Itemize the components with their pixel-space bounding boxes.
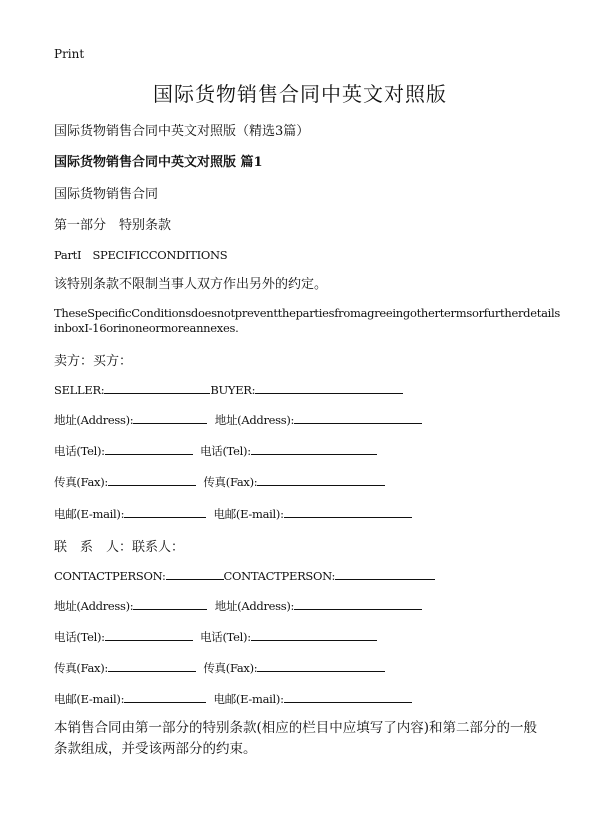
email-label: 电邮(E-mail): (54, 692, 125, 706)
buyer-contact-field[interactable] (335, 568, 435, 580)
tel-label: 电话(Tel): (200, 630, 251, 644)
address-label: 地址(Address): (54, 599, 134, 613)
email-label: 电邮(E-mail): (54, 507, 125, 521)
part-heading-en: PartI SPECIFICCONDITIONS (54, 248, 228, 262)
email-label: 电邮(E-mail): (213, 507, 284, 521)
address-row (54, 412, 422, 428)
tel-label: 电话(Tel): (54, 444, 105, 458)
fax-row (54, 660, 385, 676)
seller-field[interactable] (104, 382, 210, 394)
document-title: 国际货物销售合同中英文对照版 (153, 82, 447, 106)
tel-row (54, 443, 377, 459)
buyer-email-field[interactable] (284, 506, 412, 518)
seller-tel-field[interactable] (105, 629, 193, 641)
seller-tel-field[interactable] (105, 443, 193, 455)
tel-label: 电话(Tel): (54, 630, 105, 644)
contact-label: CONTACTPERSON: (223, 569, 336, 583)
closing-line2: 条款组成，并受该两部分的约束。 (54, 741, 257, 757)
print-label[interactable]: Print (54, 47, 85, 61)
seller-fax-field[interactable] (108, 660, 196, 672)
buyer-address-field[interactable] (294, 412, 422, 424)
contact-label: CONTACTPERSON: (54, 569, 166, 583)
email-row (54, 691, 412, 707)
seller-contact-field[interactable] (166, 568, 224, 580)
buyer-fax-field[interactable] (257, 474, 385, 486)
address-label: 地址(Address): (214, 599, 295, 613)
buyer-field[interactable] (255, 382, 403, 394)
seller-email-field[interactable] (124, 506, 206, 518)
fax-label: 传真(Fax): (203, 475, 258, 489)
seller-email-field[interactable] (124, 691, 206, 703)
contact-row (54, 568, 435, 583)
intro-en-line2: inboxI-16orinoneormoreannexes. (54, 321, 239, 335)
closing-paragraph (54, 718, 549, 760)
fax-label: 传真(Fax): (203, 661, 258, 675)
seller-address-field[interactable] (133, 598, 207, 610)
contract-name: 国际货物销售合同 (54, 187, 159, 202)
buyer-label: BUYER: (210, 383, 256, 397)
tel-label: 电话(Tel): (200, 444, 251, 458)
seller-address-field[interactable] (133, 412, 207, 424)
intro-en-line1: TheseSpecificConditionsdoesnotpreventthepartiesfromagreeingothertermsorfurtherdetails (54, 306, 560, 320)
contact-cn: 联 系 人：联系人： (54, 540, 185, 555)
address-label: 地址(Address): (214, 413, 295, 427)
seller-label: SELLER: (54, 383, 105, 397)
email-row (54, 506, 412, 522)
email-label: 电邮(E-mail): (213, 692, 284, 706)
buyer-email-field[interactable] (284, 691, 412, 703)
buyer-fax-field[interactable] (257, 660, 385, 672)
address-row (54, 598, 422, 614)
buyer-address-field[interactable] (294, 598, 422, 610)
section-heading: 国际货物销售合同中英文对照版 篇1 (54, 155, 263, 170)
closing-line1: 本销售合同由第一部分的特别条款(相应的栏目中应填写了内容)和第二部分的一般 (54, 720, 538, 736)
seller-buyer-cn: 卖方：买方： (54, 354, 133, 369)
document-subtitle: 国际货物销售合同中英文对照版（精选3篇） (54, 124, 310, 139)
intro-cn: 该特别条款不限制当事人双方作出另外的约定。 (54, 277, 328, 292)
address-label: 地址(Address): (54, 413, 134, 427)
seller-buyer-row (54, 382, 403, 397)
part-heading-cn: 第一部分 特别条款 (54, 218, 172, 233)
buyer-tel-field[interactable] (251, 629, 377, 641)
fax-label: 传真(Fax): (54, 661, 108, 675)
fax-row (54, 474, 385, 490)
fax-label: 传真(Fax): (54, 475, 108, 489)
buyer-tel-field[interactable] (251, 443, 377, 455)
tel-row (54, 629, 377, 645)
seller-fax-field[interactable] (108, 474, 196, 486)
